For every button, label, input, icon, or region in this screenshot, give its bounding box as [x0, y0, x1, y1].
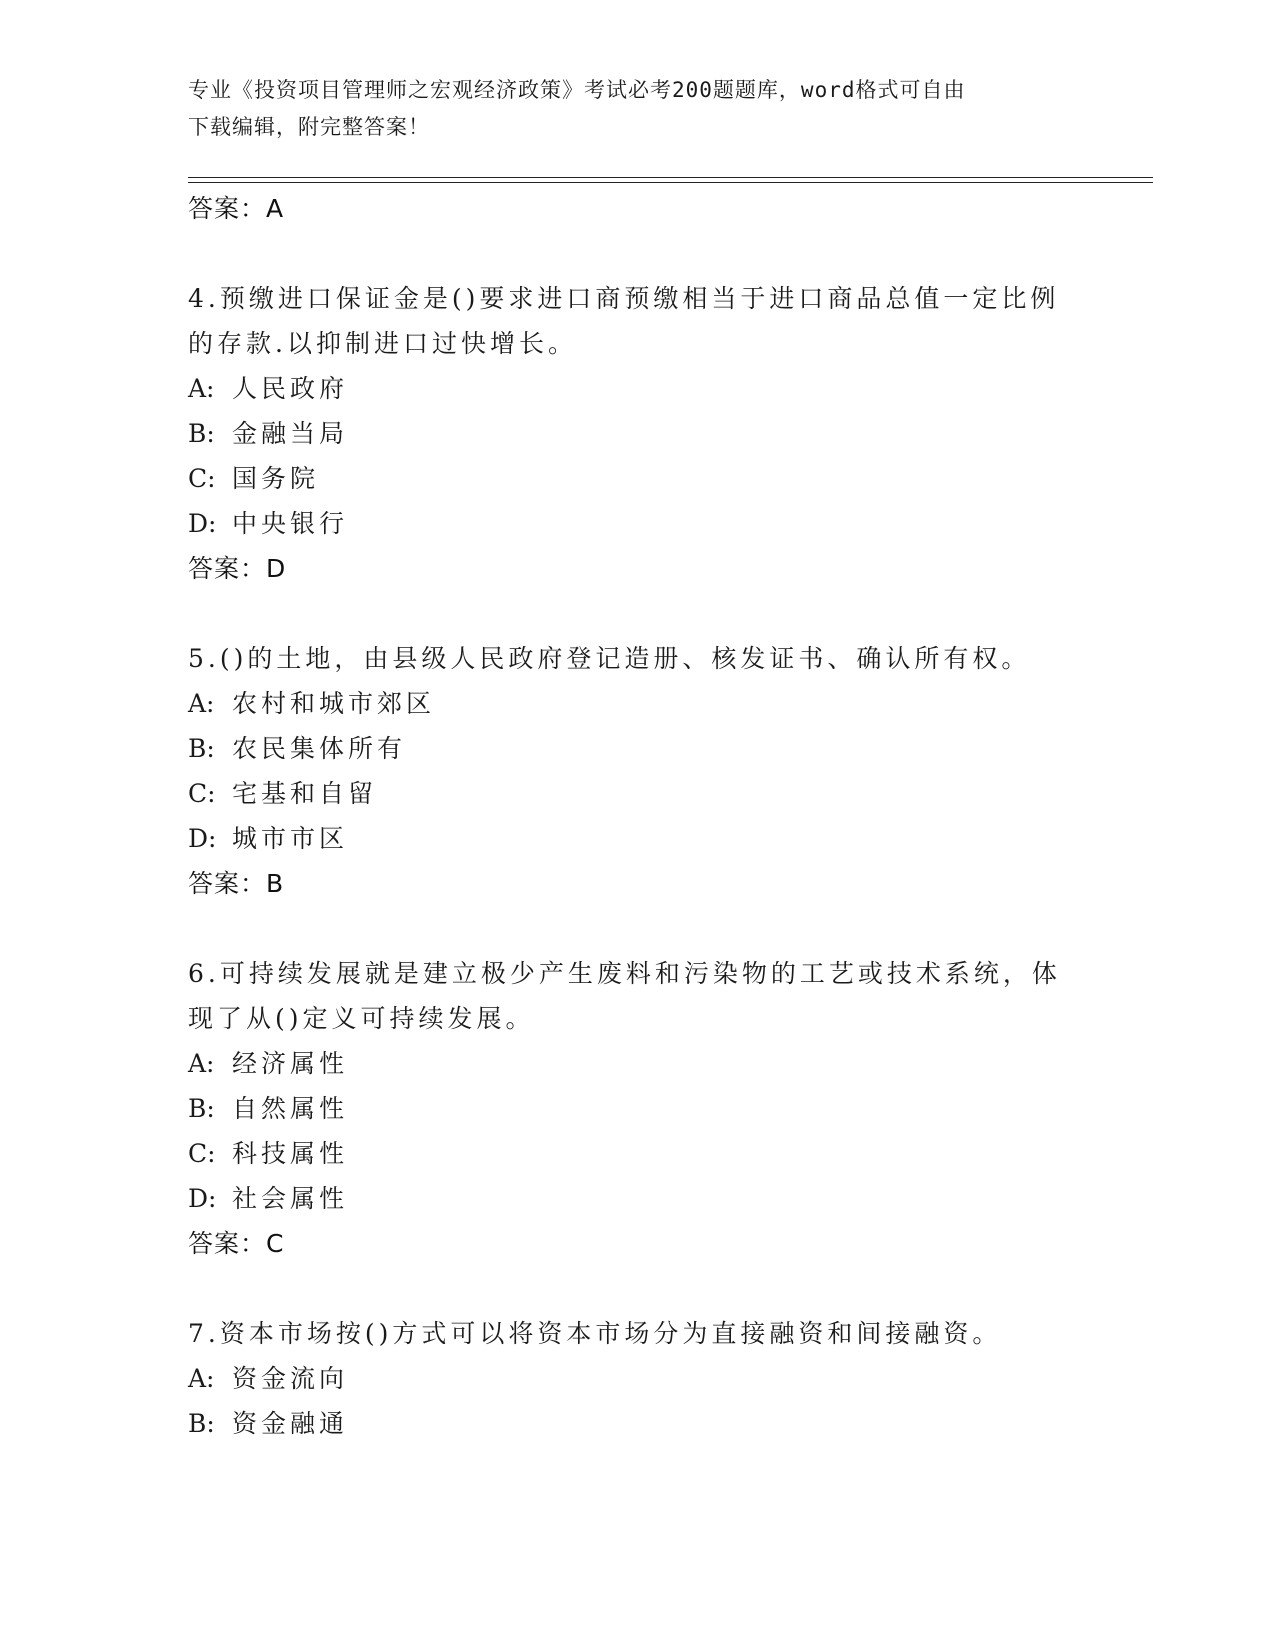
question-6-stem-line-1: 6.可持续发展就是建立极少产生废料和污染物的工艺或技术系统，体: [188, 959, 1061, 988]
option-letter: A:: [188, 689, 215, 718]
option-text: 经济属性: [232, 1049, 349, 1078]
question-7-option-b: [188, 1401, 1088, 1446]
question-7-option-a: [188, 1356, 1088, 1401]
previous-answer: 答案：A: [188, 194, 285, 223]
question-7-stem-line-1: 7.资本市场按()方式可以将资本市场分为直接融资和间接融资。: [188, 1319, 1002, 1348]
question-7: [188, 1311, 1088, 1446]
question-5-option-a: [188, 681, 1088, 726]
question-6-option-b: [188, 1086, 1088, 1131]
header-rule-bottom: [188, 182, 1153, 183]
question-4-stem-line-1: 4.预缴进口保证金是()要求进口商预缴相当于进口商品总值一定比例: [188, 284, 1060, 313]
question-5: [188, 636, 1088, 907]
option-letter: A:: [188, 1049, 215, 1078]
question-6: [188, 951, 1088, 1267]
option-letter: B:: [188, 1094, 215, 1123]
question-6-option-c: [188, 1131, 1088, 1176]
question-5-answer: 答案：B: [188, 869, 285, 898]
option-letter: A:: [188, 374, 215, 403]
option-letter: B:: [188, 1409, 215, 1438]
question-4-option-b: [188, 411, 1088, 456]
option-text: 社会属性: [232, 1184, 349, 1213]
option-letter: D:: [188, 1184, 217, 1213]
option-text: 农民集体所有: [232, 734, 407, 763]
question-5-option-d: [188, 816, 1088, 861]
question-4: [188, 276, 1088, 592]
question-6-option-a: [188, 1041, 1088, 1086]
option-letter: B:: [188, 734, 215, 763]
question-4-answer: 答案：D: [188, 554, 287, 583]
header-line-1: 专业《投资项目管理师之宏观经济政策》考试必考200题题库，word格式可自由: [188, 78, 966, 102]
header-line-2: 下载编辑，附完整答案！: [188, 115, 430, 139]
option-text: 城市市区: [232, 824, 349, 853]
question-4-option-a: [188, 366, 1088, 411]
question-list: [188, 186, 1088, 1446]
question-6-option-d: [188, 1176, 1088, 1221]
option-text: 国务院: [232, 464, 320, 493]
option-letter: B:: [188, 419, 215, 448]
option-letter: D:: [188, 509, 217, 538]
option-text: 自然属性: [232, 1094, 349, 1123]
question-5-option-b: [188, 726, 1088, 771]
question-4-stem-line-2: 的存款.以抑制进口过快增长。: [188, 329, 577, 358]
option-text: 科技属性: [232, 1139, 349, 1168]
option-text: 人民政府: [232, 374, 349, 403]
question-6-answer: 答案：C: [188, 1229, 285, 1258]
document-header: [188, 72, 1068, 146]
question-6-stem-line-2: 现了从()定义可持续发展。: [188, 1004, 535, 1033]
option-letter: C:: [188, 779, 216, 808]
option-letter: C:: [188, 1139, 216, 1168]
option-text: 资金融通: [232, 1409, 349, 1438]
option-letter: C:: [188, 464, 216, 493]
question-4-option-d: [188, 501, 1088, 546]
option-text: 宅基和自留: [232, 779, 378, 808]
header-rule-top: [188, 177, 1153, 178]
question-4-option-c: [188, 456, 1088, 501]
question-5-stem-line-1: 5.()的土地，由县级人民政府登记造册、核发证书、确认所有权。: [188, 644, 1031, 673]
option-letter: D:: [188, 824, 217, 853]
question-5-option-c: [188, 771, 1088, 816]
option-text: 资金流向: [232, 1364, 349, 1393]
option-text: 中央银行: [232, 509, 349, 538]
option-letter: A:: [188, 1364, 215, 1393]
option-text: 金融当局: [232, 419, 349, 448]
option-text: 农村和城市郊区: [232, 689, 436, 718]
